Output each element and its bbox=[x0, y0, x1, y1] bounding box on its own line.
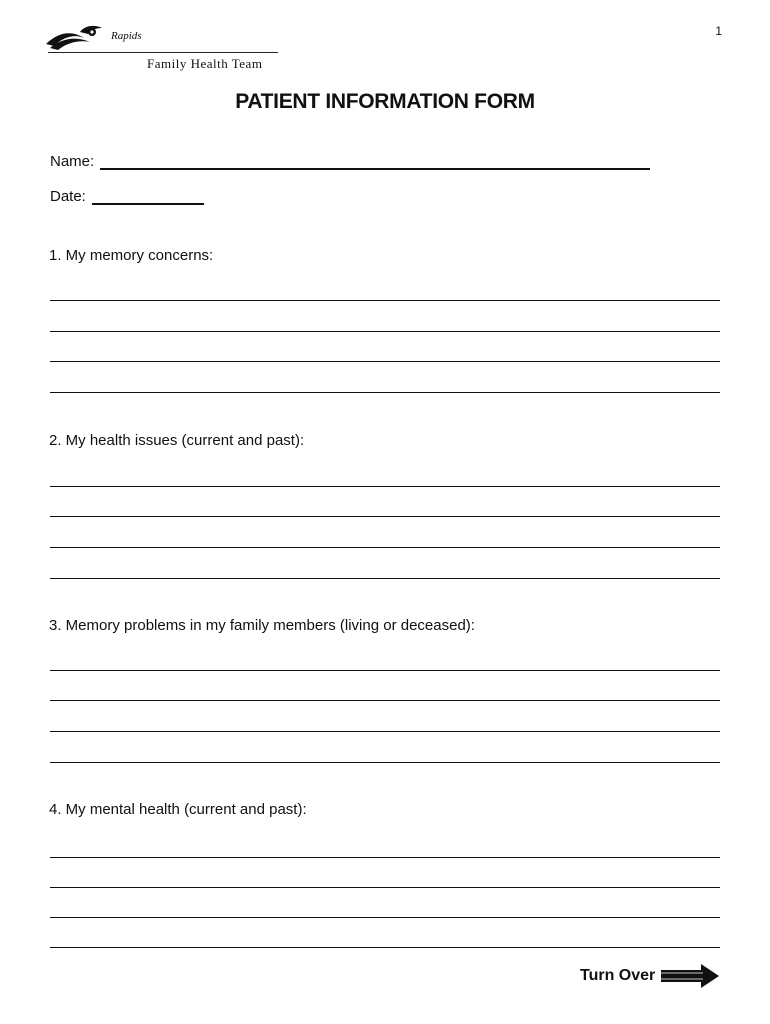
page-number: 1 bbox=[715, 24, 722, 38]
question-2: 2. My health issues (current and past): bbox=[49, 432, 305, 449]
logo-subtitle: Family Health Team bbox=[147, 56, 263, 71]
logo bbox=[44, 22, 280, 74]
turn-over bbox=[580, 962, 721, 990]
answer-line[interactable] bbox=[50, 731, 720, 732]
answer-line[interactable] bbox=[50, 486, 720, 487]
answer-line[interactable] bbox=[50, 392, 720, 393]
answer-line[interactable] bbox=[50, 917, 720, 918]
turn-over-label: Turn Over bbox=[580, 967, 656, 984]
answer-line[interactable] bbox=[50, 547, 720, 548]
right-arrow-icon bbox=[659, 962, 721, 990]
answer-line[interactable] bbox=[50, 300, 720, 301]
answer-line[interactable] bbox=[50, 857, 720, 858]
answer-line[interactable] bbox=[50, 762, 720, 763]
answer-line[interactable] bbox=[50, 947, 720, 948]
logo-divider bbox=[48, 52, 278, 53]
answer-line[interactable] bbox=[50, 700, 720, 701]
date-field-row bbox=[50, 187, 204, 205]
question-4: 4. My mental health (current and past): bbox=[49, 801, 307, 818]
date-input-line[interactable] bbox=[92, 187, 204, 205]
date-label: Date: bbox=[50, 188, 86, 205]
answer-line[interactable] bbox=[50, 578, 720, 579]
answer-line[interactable] bbox=[50, 516, 720, 517]
name-input-line[interactable] bbox=[100, 152, 650, 170]
answer-line[interactable] bbox=[50, 670, 720, 671]
form-title: PATIENT INFORMATION FORM bbox=[235, 90, 535, 113]
name-field-row bbox=[50, 152, 650, 170]
question-1: 1. My memory concerns: bbox=[49, 247, 214, 264]
logo-brand: Rapids bbox=[111, 30, 142, 42]
wave-logo-icon bbox=[44, 22, 114, 52]
answer-line[interactable] bbox=[50, 361, 720, 362]
answer-line[interactable] bbox=[50, 887, 720, 888]
name-label: Name: bbox=[50, 153, 95, 170]
answer-line[interactable] bbox=[50, 331, 720, 332]
question-3: 3. Memory problems in my family members (living or deceased): bbox=[49, 617, 475, 634]
